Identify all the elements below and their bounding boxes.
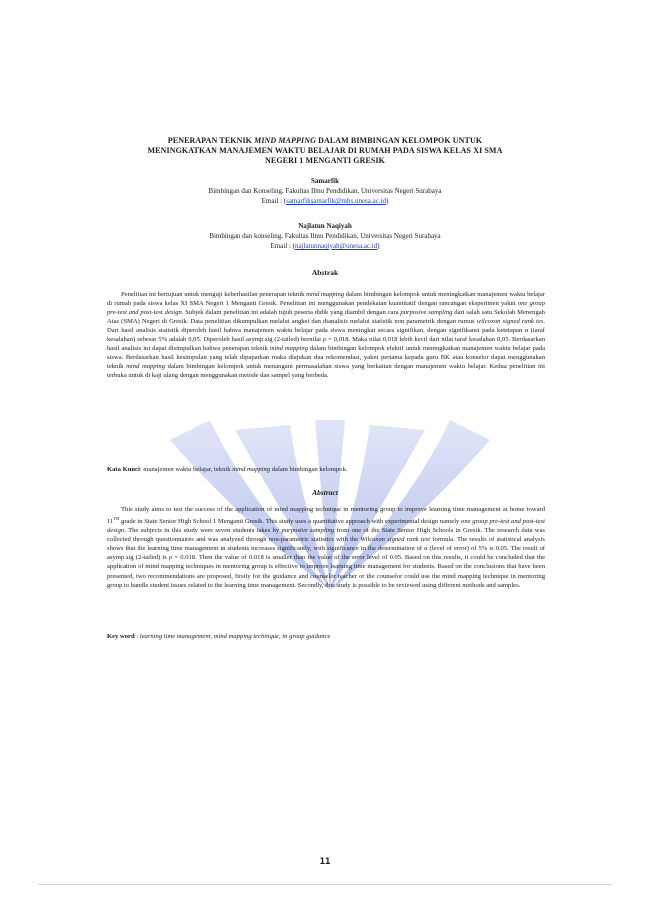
abstract-body: This study aims to test the success of the application of mind mapping technique in mentoring group to improve learning time management at home toward 11TH grade in State Senior High School 1 Menganti Gresik. This study uses a quantitative approach with experimental design namely one group pre-test and post-test design. The subjects in this study were seven students takes by purposive sampling from one of the State Senior High Schools in Gresik. The research data was collected through questionnaires and was analyzed through non-parametric statistics with the Wilcoxon signed rank test formula. The results of statistical analysis shows that the learning time management in students increases significantly, with significance in the determination of α (level of error) of 5% is 0.05. The result of asymp.sig (2-tailed) is ρ = 0.018. Then the value of 0.018 is smaller than the value of the error level of 0.05. Based on this results, it could be concluded that the application of mind mapping techniques in mentoring group is effective to improve learning time management for students. Based on the conclusions that have been presented, two recommendations are proposed, firstly for the guidance and counselor teacher or the counselor could use the mind mapping technique in mentoring group to handle student issues related to the learning time management. Secondly, this study is possible to be reviewed using different methods and samples. xyxy=(107,506,545,589)
author-2 xyxy=(110,221,540,251)
page-number: 11 xyxy=(319,857,331,867)
author-name: Samarfik xyxy=(311,177,339,185)
footer-divider xyxy=(38,884,612,885)
abstrak-keywords: Kata Kunci: manajemen waktu belajar, teknik mind mapping dalam bimbingan kelompok. xyxy=(107,466,348,473)
abstract-heading: Abstract xyxy=(312,488,338,497)
abstrak-body: Penelitian ini bertujuan untuk menguji keberhasilan penerapan teknik mind mapping dalam bimbingan kelompok untuk meningkatkan manajemen waktu belajar di rumah pada siswa kelas XI SMA Negeri 1 Menganti Gresik. Penelitian ini menggunakan pendekatan kuantitatif dengan rancangan eksperimen yakni one group pre-test and post-test design. Subjek dalam penelitian ini adalah tujuh peserta didik yang diambil dengan cara purposive sampling dari salah satu Sekolah Menengah Atas (SMA) Negeri di Gresik. Data penelitian dikumpulkan melalui angket dan dianalisis melalui statistik non parametrik dengan rumus wilcoxon signed rank tes. Dari hasil analisis statistik diperoleh hasil bahwa manajemen waktu belajar pada siswa meningkat secara signifikan, dengan signifikansi pada ketetapan α (taraf kesalahan) sebesar 5% adalah 0,05. Diperoleh hasil asymp.sig (2-tailed) bernilai ρ = 0,018. Maka nilai 0,018 lebih kecil dari nilai taraf kesalahan 0,05. Berdasarkan hasil analisis ini dapat disimpulkan bahwa penerapan teknik mind mapping dalam bimbingan kelompok efektif untuk meningkatkan manajemen waktu belajar pada siswa. Berdasarkan hasil kesimpulan yang telah dipaparkan maka diajukan dua rekomendasi, yakni pertama kepada guru BK atau konselor dapat menggunakan teknik mind mapping dalam bimbingan kelompok untuk menangani permasalahan siswa yang berkaitan dengan manajemen waktu belajar. Kedua penelitian ini terbuka untuk di kaji ulang dengan menggunakan metode dan sampel yang berbeda. xyxy=(107,291,546,380)
author-affiliation: Bimbingan dan konseling, Fakultas Ilmu Pendidikan, Universitas Negeri Surabaya xyxy=(209,232,441,240)
paper-title: PENERAPAN TEKNIK MIND MAPPING DALAM BIMBINGAN KELOMPOK UNTUK MENINGKATKAN MANAJEMEN WAKTU BELAJAR DI RUMAH PADA SISWA KELAS XI SMA NEGERI 1 MENGANTI GRESIK xyxy=(147,136,503,165)
email-link[interactable]: najlatunnaqiyah@unesa.ac.id xyxy=(294,242,378,250)
author-affiliation: Bimbingan dan Konseling, Fakultas Ilmu Pendidikan, Universitas Negeri Surabaya xyxy=(208,187,442,195)
author-email: Email : (najlatunnaqiyah@unesa.ac.id) xyxy=(270,242,380,250)
email-link[interactable]: samarfiksamarfik@mhs.unesa.ac.id xyxy=(286,197,387,205)
abstrak-heading: Abstrak xyxy=(311,268,339,277)
author-1 xyxy=(110,176,540,206)
abstract-keywords: Key word : learning time management, mind mapping technique, in group guidance xyxy=(107,633,331,640)
author-email: Email : (samarfiksamarfik@mhs.unesa.ac.id) xyxy=(261,197,389,205)
author-name: Najlatun Naqiyah xyxy=(298,222,352,230)
